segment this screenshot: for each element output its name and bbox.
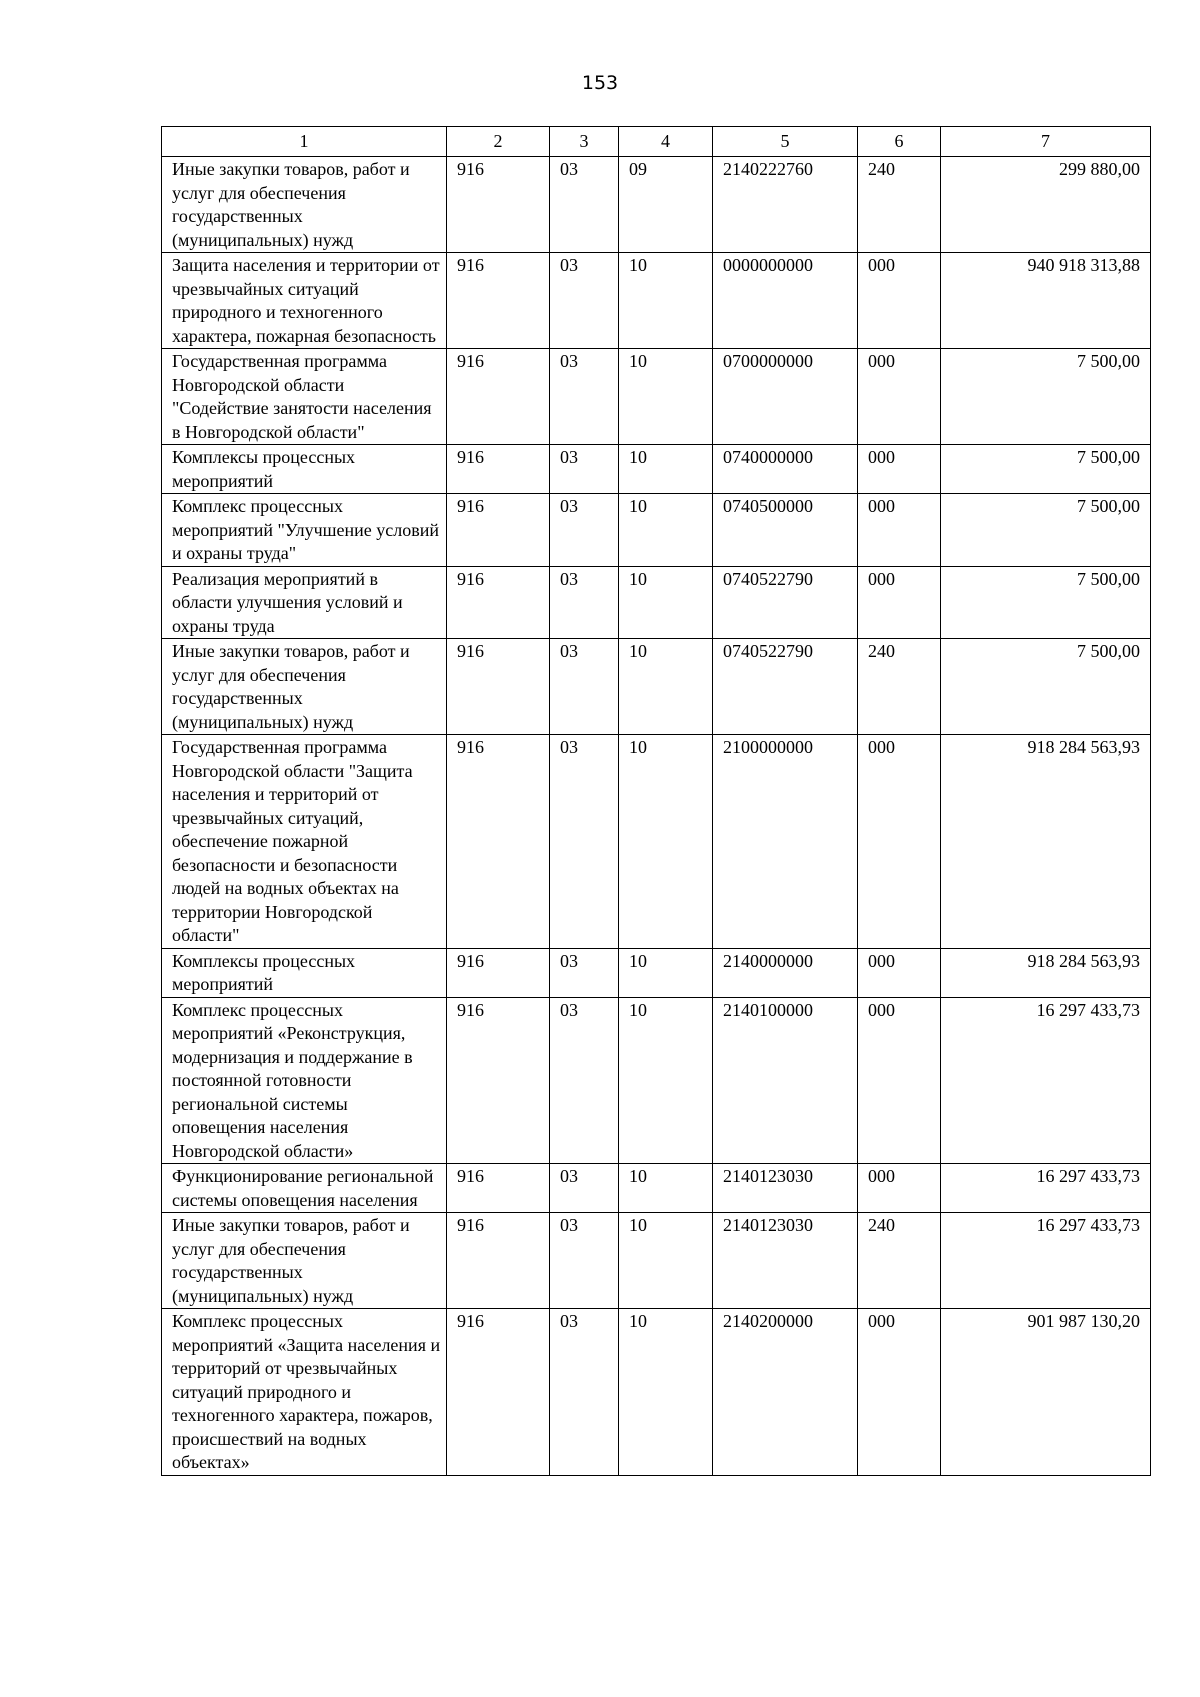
target-article-code: 2140123030 [713, 1213, 858, 1309]
section-code: 03 [550, 948, 619, 997]
ministry-code: 916 [447, 997, 550, 1164]
subsection-code: 10 [619, 494, 713, 567]
column-header-6: 6 [858, 127, 941, 157]
amount: 16 297 433,73 [941, 997, 1151, 1164]
section-code: 03 [550, 566, 619, 639]
expense-type-code: 000 [858, 1164, 941, 1213]
table-row [162, 948, 1151, 997]
item-name: Иные закупки товаров, работ и услуг для обеспечения государственных (муниципальных) нужд [162, 1213, 447, 1309]
section-code: 03 [550, 494, 619, 567]
page-number: 153 [581, 72, 619, 94]
target-article-code: 0740000000 [713, 445, 858, 494]
table-row [162, 494, 1151, 567]
ministry-code: 916 [447, 445, 550, 494]
item-name: Иные закупки товаров, работ и услуг для обеспечения государственных (муниципальных) нужд [162, 157, 447, 253]
target-article-code: 0700000000 [713, 349, 858, 445]
expense-type-code: 000 [858, 1309, 941, 1476]
table-row [162, 1213, 1151, 1309]
target-article-code: 0740522790 [713, 639, 858, 735]
ministry-code: 916 [447, 639, 550, 735]
expense-type-code: 240 [858, 157, 941, 253]
target-article-code: 2100000000 [713, 735, 858, 949]
expense-type-code: 000 [858, 997, 941, 1164]
table-row [162, 735, 1151, 949]
amount: 16 297 433,73 [941, 1213, 1151, 1309]
table-row [162, 349, 1151, 445]
column-header-7: 7 [941, 127, 1151, 157]
target-article-code: 2140200000 [713, 1309, 858, 1476]
column-header-4: 4 [619, 127, 713, 157]
amount: 7 500,00 [941, 639, 1151, 735]
section-code: 03 [550, 157, 619, 253]
amount: 16 297 433,73 [941, 1164, 1151, 1213]
section-code: 03 [550, 349, 619, 445]
section-code: 03 [550, 253, 619, 349]
expense-type-code: 000 [858, 349, 941, 445]
ministry-code: 916 [447, 1309, 550, 1476]
expense-type-code: 000 [858, 494, 941, 567]
column-header-3: 3 [550, 127, 619, 157]
expense-type-code: 000 [858, 566, 941, 639]
header-row [162, 127, 1151, 157]
budget-table [161, 126, 1151, 1476]
item-name: Иные закупки товаров, работ и услуг для обеспечения государственных (муниципальных) нужд [162, 639, 447, 735]
subsection-code: 10 [619, 1309, 713, 1476]
subsection-code: 10 [619, 1164, 713, 1213]
ministry-code: 916 [447, 1164, 550, 1213]
target-article-code: 2140100000 [713, 997, 858, 1164]
ministry-code: 916 [447, 735, 550, 949]
item-name: Комплексы процессных мероприятий [162, 445, 447, 494]
subsection-code: 10 [619, 735, 713, 949]
subsection-code: 10 [619, 948, 713, 997]
table-row [162, 445, 1151, 494]
amount: 7 500,00 [941, 566, 1151, 639]
table-row [162, 997, 1151, 1164]
ministry-code: 916 [447, 349, 550, 445]
amount: 901 987 130,20 [941, 1309, 1151, 1476]
item-name: Комплекс процессных мероприятий "Улучшение условий и охраны труда" [162, 494, 447, 567]
column-header-2: 2 [447, 127, 550, 157]
amount: 940 918 313,88 [941, 253, 1151, 349]
target-article-code: 0740522790 [713, 566, 858, 639]
ministry-code: 916 [447, 1213, 550, 1309]
section-code: 03 [550, 639, 619, 735]
subsection-code: 10 [619, 445, 713, 494]
item-name: Функционирование региональной системы оповещения населения [162, 1164, 447, 1213]
subsection-code: 10 [619, 349, 713, 445]
target-article-code: 0000000000 [713, 253, 858, 349]
expense-type-code: 000 [858, 445, 941, 494]
target-article-code: 0740500000 [713, 494, 858, 567]
subsection-code: 10 [619, 997, 713, 1164]
item-name: Государственная программа Новгородской области "Содействие занятости населения в Новгородской области" [162, 349, 447, 445]
expense-type-code: 240 [858, 1213, 941, 1309]
item-name: Государственная программа Новгородской области "Защита населения и территорий от чрезвычайных ситуаций, обеспечение пожарной безопасности и безопасности людей на водных объектах на территории Новгородской области" [162, 735, 447, 949]
subsection-code: 10 [619, 566, 713, 639]
item-name: Комплекс процессных мероприятий «Реконструкция, модернизация и поддержание в постоянной готовности региональной системы оповещения населения Новгородской области» [162, 997, 447, 1164]
table-row [162, 1164, 1151, 1213]
column-header-1: 1 [162, 127, 447, 157]
section-code: 03 [550, 997, 619, 1164]
amount: 299 880,00 [941, 157, 1151, 253]
amount: 7 500,00 [941, 445, 1151, 494]
target-article-code: 2140123030 [713, 1164, 858, 1213]
table-row [162, 566, 1151, 639]
target-article-code: 2140222760 [713, 157, 858, 253]
expense-type-code: 000 [858, 948, 941, 997]
expense-type-code: 240 [858, 639, 941, 735]
amount: 918 284 563,93 [941, 735, 1151, 949]
amount: 7 500,00 [941, 349, 1151, 445]
ministry-code: 916 [447, 494, 550, 567]
ministry-code: 916 [447, 566, 550, 639]
ministry-code: 916 [447, 253, 550, 349]
expense-type-code: 000 [858, 253, 941, 349]
expense-type-code: 000 [858, 735, 941, 949]
section-code: 03 [550, 1309, 619, 1476]
column-header-5: 5 [713, 127, 858, 157]
amount: 918 284 563,93 [941, 948, 1151, 997]
item-name: Защита населения и территории от чрезвычайных ситуаций природного и техногенного характера, пожарная безопасность [162, 253, 447, 349]
item-name: Реализация мероприятий в области улучшения условий и охраны труда [162, 566, 447, 639]
ministry-code: 916 [447, 157, 550, 253]
ministry-code: 916 [447, 948, 550, 997]
table-row [162, 1309, 1151, 1476]
table-row [162, 639, 1151, 735]
item-name: Комплексы процессных мероприятий [162, 948, 447, 997]
target-article-code: 2140000000 [713, 948, 858, 997]
section-code: 03 [550, 1213, 619, 1309]
item-name: Комплекс процессных мероприятий «Защита населения и территорий от чрезвычайных ситуаций природного и техногенного характера, пожаров, происшествий на водных объектах» [162, 1309, 447, 1476]
section-code: 03 [550, 735, 619, 949]
subsection-code: 10 [619, 639, 713, 735]
amount: 7 500,00 [941, 494, 1151, 567]
subsection-code: 10 [619, 253, 713, 349]
subsection-code: 09 [619, 157, 713, 253]
section-code: 03 [550, 1164, 619, 1213]
table-row [162, 157, 1151, 253]
subsection-code: 10 [619, 1213, 713, 1309]
table-row [162, 253, 1151, 349]
section-code: 03 [550, 445, 619, 494]
